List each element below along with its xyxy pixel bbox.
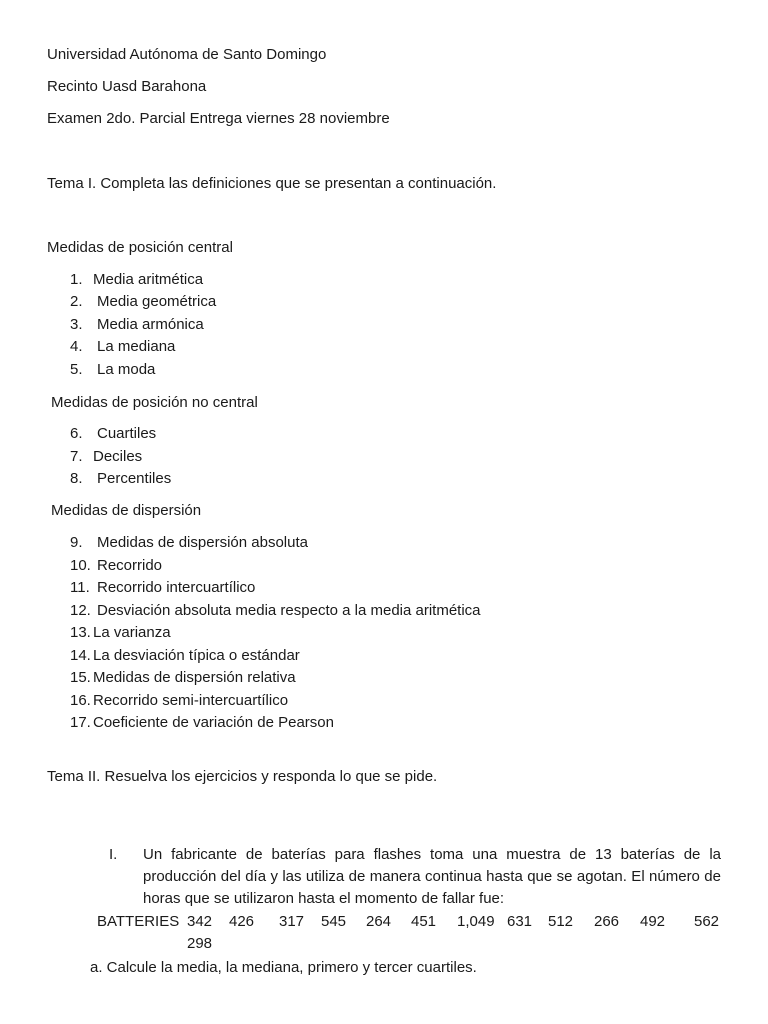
list-item: 13. La varianza	[70, 624, 171, 641]
data-value: 264	[366, 913, 392, 930]
tema1-title: Tema I. Completa las definiciones que se presentan a continuación.	[47, 175, 497, 192]
data-value: 298	[187, 935, 213, 952]
data-value: 631	[507, 913, 533, 930]
question-a: a. Calcule la media, la mediana, primero y tercer cuartiles.	[90, 959, 477, 976]
data-value: 562	[694, 913, 720, 930]
list-item: 2. Media geométrica	[70, 293, 217, 310]
list-item: 7. Deciles	[70, 448, 143, 465]
data-value: 1,049	[457, 913, 495, 930]
list-item: 14. La desviación típica o estándar	[70, 647, 300, 664]
list-item: 10. Recorrido	[70, 557, 163, 574]
tema2-title: Tema II. Resuelva los ejercicios y responda lo que se pide.	[47, 768, 438, 785]
list-item: 17. Coeficiente de variación de Pearson	[70, 714, 334, 731]
data-value: 426	[229, 913, 255, 930]
list-item: 1. Media aritmética	[70, 271, 204, 288]
exam-title: Examen 2do. Parcial Entrega viernes 28 noviembre	[47, 110, 390, 127]
list-item: 6. Cuartiles	[70, 425, 157, 442]
data-label: BATTERIES	[97, 913, 180, 930]
section-heading: Medidas de posición no central	[51, 394, 258, 411]
data-value: 492	[640, 913, 666, 930]
list-item: 3. Media armónica	[70, 316, 204, 333]
list-item: 9. Medidas de dispersión absoluta	[70, 534, 308, 551]
list-item: 15. Medidas de dispersión relativa	[70, 669, 296, 686]
campus-name: Recinto Uasd Barahona	[47, 78, 207, 95]
list-item: 8. Percentiles	[70, 470, 172, 487]
section-heading: Medidas de posición central	[47, 239, 233, 256]
list-item: 4. La mediana	[70, 338, 176, 355]
data-value: 266	[594, 913, 620, 930]
list-item: 5. La moda	[70, 361, 156, 378]
data-value: 512	[548, 913, 574, 930]
data-value: 342	[187, 913, 213, 930]
list-item: 12. Desviación absoluta media respecto a la media aritmética	[70, 602, 481, 619]
data-value: 317	[279, 913, 305, 930]
list-item: 11. Recorrido intercuartílico	[70, 579, 256, 596]
university-name: Universidad Autónoma de Santo Domingo	[47, 46, 327, 63]
data-value: 451	[411, 913, 437, 930]
exercise-text: Un fabricante de baterías para flashes toma una muestra de 13 baterías de la producción del día y las utiliza de manera continua hasta que se agotan. El número de horas que se utilizaron hasta el momento de fallar fue:	[143, 846, 721, 907]
section-heading: Medidas de dispersión	[51, 502, 202, 519]
exercise-number: I.	[109, 846, 118, 863]
list-item: 16. Recorrido semi-intercuartílico	[70, 692, 289, 709]
data-value: 545	[321, 913, 347, 930]
